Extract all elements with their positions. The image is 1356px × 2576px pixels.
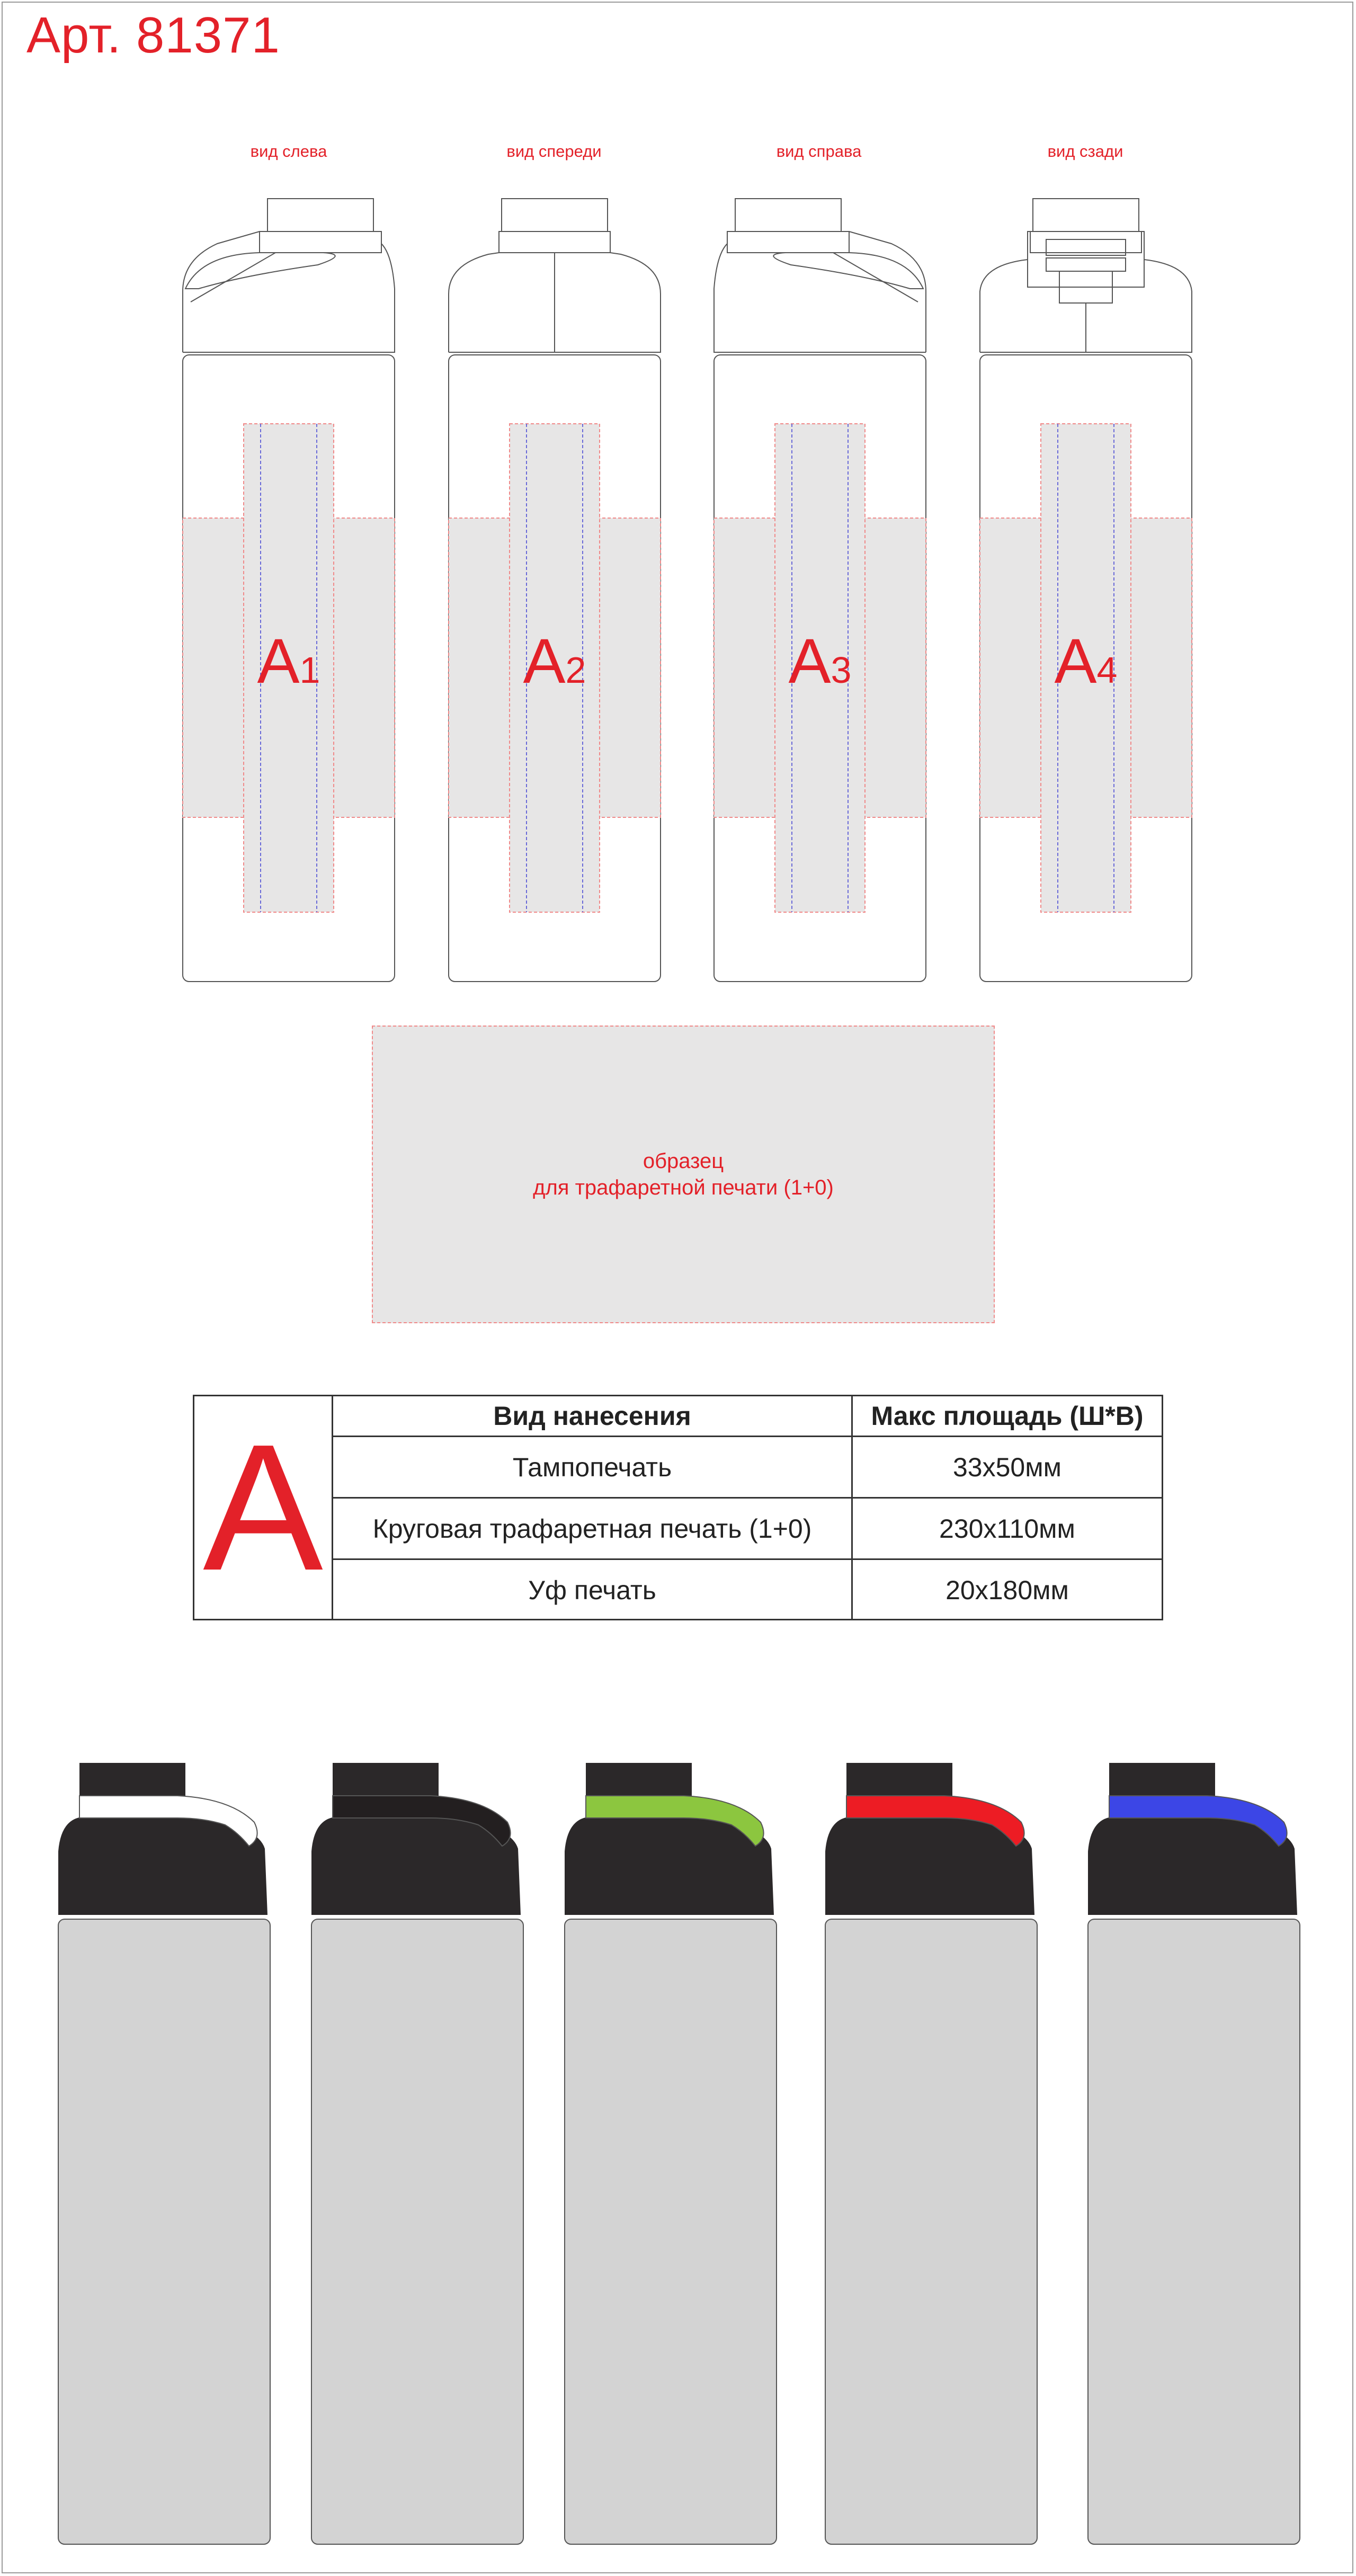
header-max-area: Макс площадь (Ш*В) — [852, 1396, 1162, 1437]
sample-label-line2: для трафаретной печати (1+0) — [533, 1176, 834, 1199]
zone-index: 2 — [565, 649, 586, 691]
color-bottle-variant — [562, 1759, 779, 2548]
color-bottle-variant — [56, 1759, 273, 2548]
method-cell: Уф печать — [333, 1559, 852, 1620]
print-spec-table — [193, 1395, 1163, 1620]
bottle-outline-front — [446, 196, 663, 985]
zone-index: 4 — [1096, 649, 1118, 691]
area-cell: 20х180мм — [852, 1559, 1162, 1620]
method-cell: Круговая трафаретная печать (1+0) — [333, 1498, 852, 1559]
view-label-front: вид спереди — [506, 142, 602, 161]
sample-label-line1: образец — [643, 1149, 724, 1173]
zone-label-a2 — [475, 626, 634, 697]
zone-index: 3 — [831, 649, 852, 691]
zone-index: 1 — [299, 649, 320, 691]
zone-label-a3 — [741, 626, 899, 697]
screen-print-sample-area — [372, 1026, 995, 1323]
bottle-outline-left — [180, 196, 397, 985]
header-method: Вид нанесения — [333, 1396, 852, 1437]
color-bottle-variant — [823, 1759, 1040, 2548]
zone-letter-large: A — [194, 1396, 333, 1619]
area-cell: 230х110мм — [852, 1498, 1162, 1559]
table-row — [333, 1559, 1162, 1620]
zone-letter: A — [788, 626, 831, 697]
view-label-right: вид справа — [776, 142, 862, 161]
bottle-outline-right — [711, 196, 929, 985]
method-cell: Тампопечать — [333, 1437, 852, 1498]
view-label-left: вид слева — [250, 142, 327, 161]
table-row — [333, 1498, 1162, 1559]
zone-label-a4 — [1006, 626, 1165, 697]
table-header-row — [333, 1396, 1162, 1437]
article-title: Арт. 81371 — [26, 7, 280, 64]
view-label-back: вид сзади — [1047, 142, 1123, 161]
bottle-outline-back — [977, 196, 1194, 985]
table-row — [333, 1437, 1162, 1498]
zone-letter: A — [1054, 626, 1097, 697]
zone-label-a1 — [209, 626, 368, 697]
spec-table — [333, 1396, 1162, 1620]
zone-letter: A — [257, 626, 300, 697]
area-cell: 33х50мм — [852, 1437, 1162, 1498]
color-bottle-variant — [309, 1759, 526, 2548]
color-bottle-variant — [1085, 1759, 1303, 2548]
zone-letter: A — [523, 626, 566, 697]
